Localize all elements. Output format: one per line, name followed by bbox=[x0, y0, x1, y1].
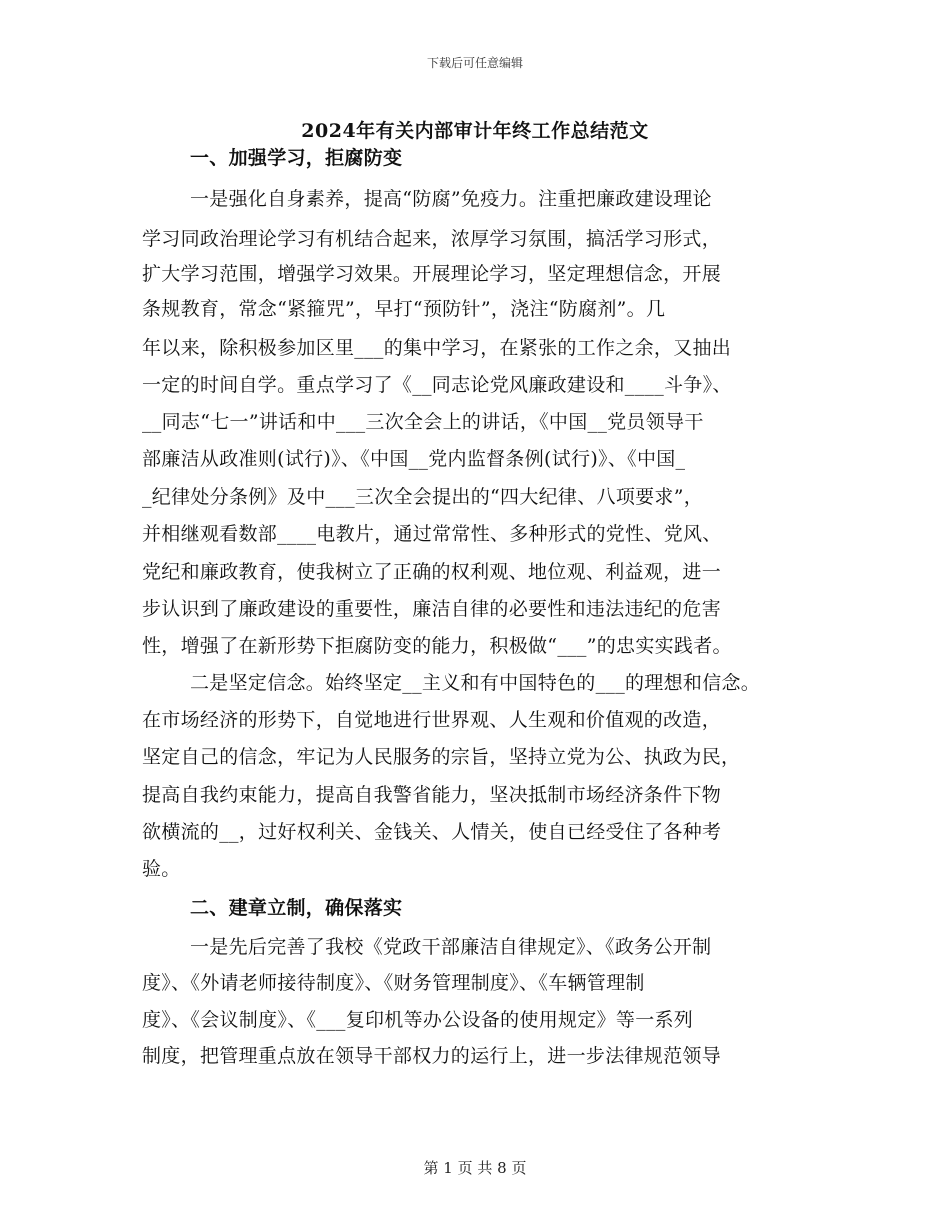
body-line: 年以来，除积极参加区里___的集中学习，在紧张的工作之余，又抽出 bbox=[142, 337, 732, 359]
body-line: 学习同政治理论学习有机结合起来，浓厚学习氛围，搞活学习形式， bbox=[142, 228, 722, 250]
body-line: 一是先后完善了我校《党政干部廉洁自律规定》、《政务公开制 bbox=[190, 936, 712, 958]
header-note: 下载后可任意编辑 bbox=[426, 56, 523, 70]
body-line: 并相继观看数部____电教片，通过常常性、多种形式的党性、党风、 bbox=[142, 523, 722, 545]
body-line: 条规教育，常念“紧箍咒”，早打“预防针”，浇注“防腐剂”。几 bbox=[142, 298, 666, 320]
page-number: 第 1 页 共 8 页 bbox=[423, 1159, 527, 1177]
body-line: 验。 bbox=[142, 858, 181, 880]
body-line: 一定的时间自学。重点学习了《__同志论党风廉政建设和____斗争》、 bbox=[142, 374, 732, 396]
section-heading: 二、建章立制，确保落实 bbox=[190, 897, 403, 919]
body-line: 一是强化自身素养，提高“防腐”免疫力。注重把廉政建设理论 bbox=[190, 188, 712, 210]
body-line: 坚定自己的信念，牢记为人民服务的宗旨，坚持立党为公、执政为民， bbox=[142, 746, 741, 768]
body-line: 步认识到了廉政建设的重要性，廉洁自律的必要性和违法违纪的危害 bbox=[142, 598, 722, 620]
document-title: 2024年有关内部审计年终工作总结范文 bbox=[301, 120, 649, 142]
body-line: 度》、《会议制度》、《___复印机等办公设备的使用规定》等一系列 bbox=[142, 1009, 694, 1031]
body-line: 党纪和廉政教育，使我树立了正确的权利观、地位观、利益观，进一 bbox=[142, 561, 722, 583]
section-heading: 一、加强学习，拒腐防变 bbox=[190, 147, 403, 169]
body-line: 欲横流的__，过好权利关、金钱关、人情关，使自已经受住了各种考 bbox=[142, 821, 722, 843]
body-line: _纪律处分条例》及中___三次全会提出的“四大纪律、八项要求”， bbox=[142, 486, 704, 508]
body-line: 部廉洁从政准则(试行)》、《中国__党内监督条例(试行)》、《中国_ bbox=[142, 448, 686, 470]
body-line: 二是坚定信念。始终坚定__主义和有中国特色的___的理想和信念。 bbox=[190, 672, 761, 694]
body-line: 提高自我约束能力，提高自我警省能力，坚决抵制市场经济条件下物 bbox=[142, 784, 722, 806]
body-line: 在市场经济的形势下，自觉地进行世界观、人生观和价值观的改造， bbox=[142, 709, 722, 731]
body-line: 度》、《外请老师接待制度》、《财务管理制度》、《车辆管理制 bbox=[142, 972, 645, 994]
body-line: 扩大学习范围，增强学习效果。开展理论学习，坚定理想信念，开展 bbox=[142, 263, 722, 285]
body-line: 性，增强了在新形势下拒腐防变的能力，积极做“___”的忠实实践者。 bbox=[142, 635, 732, 657]
body-line: 制度，把管理重点放在领导干部权力的运行上，进一步法律规范领导 bbox=[142, 1045, 722, 1067]
body-line: __同志“七一”讲话和中___三次全会上的讲话，《中国__党员领导干 bbox=[142, 411, 704, 433]
